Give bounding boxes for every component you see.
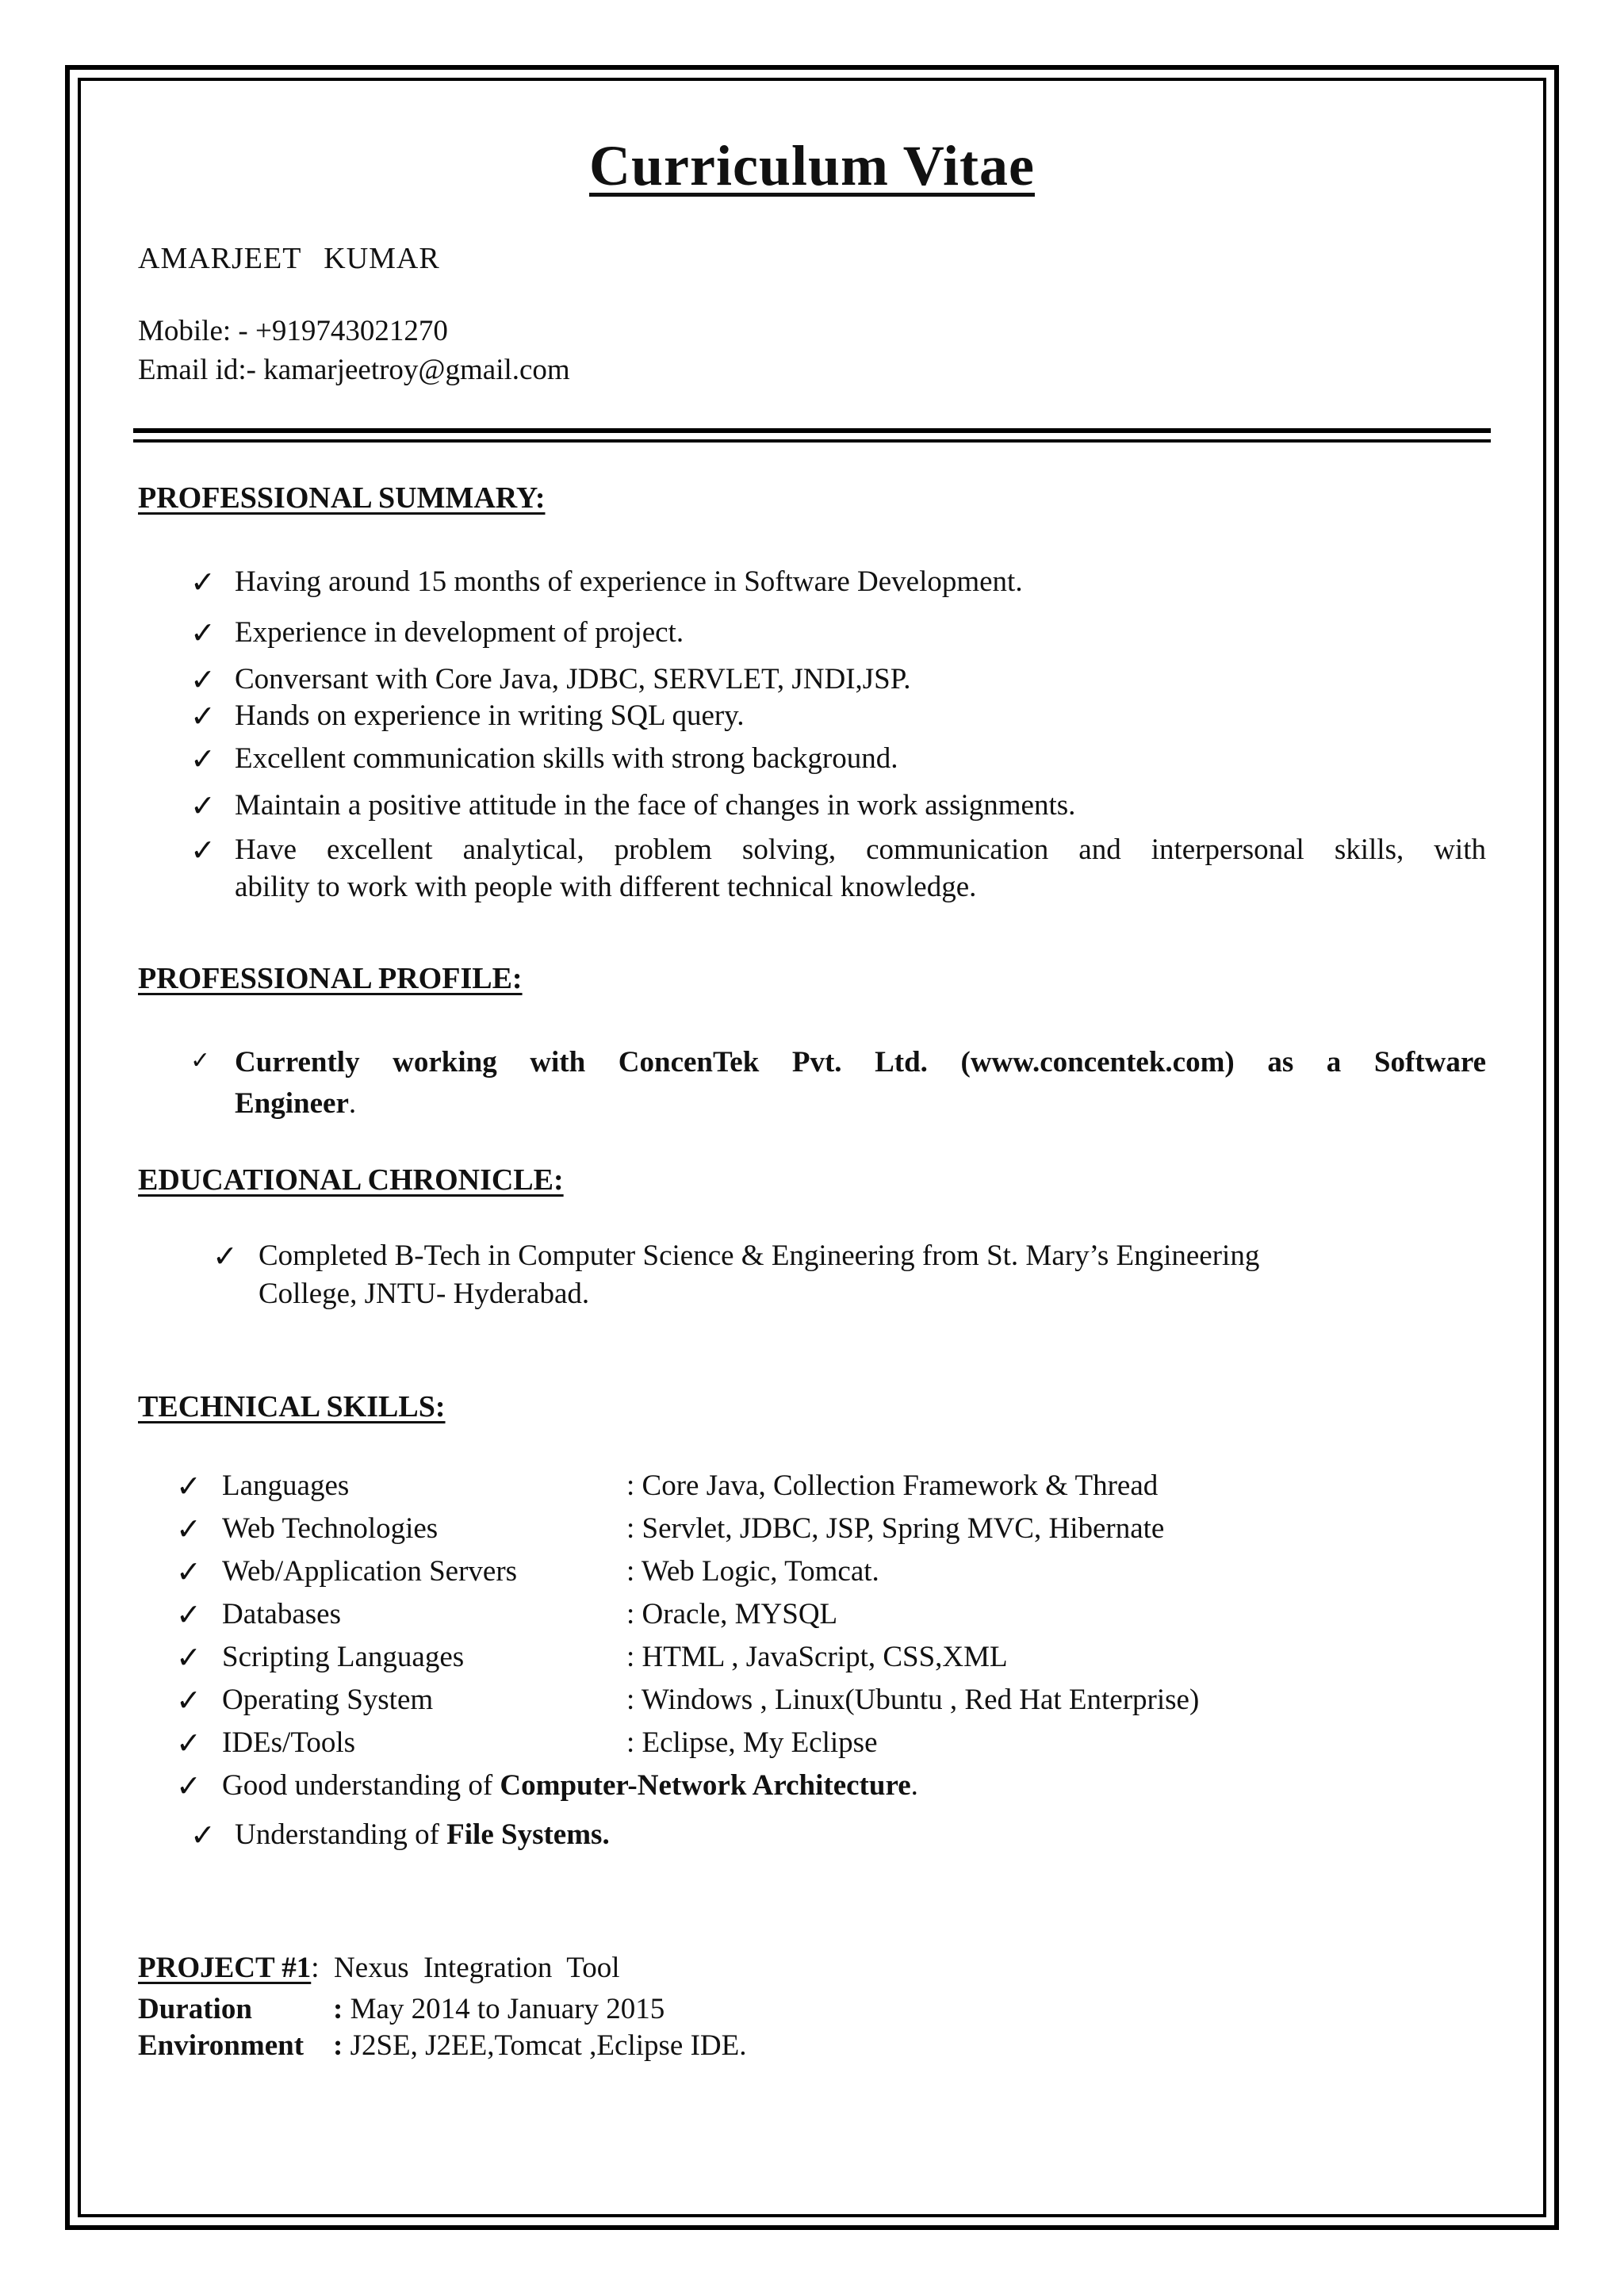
candidate-name: AMARJEET KUMAR xyxy=(138,242,440,275)
check-icon: ✓ xyxy=(190,743,216,776)
check-icon: ✓ xyxy=(190,566,216,600)
summary-item-continued: ability to work with people with different technical knowledge. xyxy=(235,871,977,903)
check-icon: ✓ xyxy=(190,1819,216,1852)
check-icon: ✓ xyxy=(213,1240,238,1274)
header-divider-thin xyxy=(133,439,1491,443)
check-icon: ✓ xyxy=(190,834,216,868)
duration-label: Duration xyxy=(138,1993,252,2025)
skill-filesystems-bold: File Systems. xyxy=(446,1818,610,1851)
skill-label: Databases xyxy=(222,1598,341,1630)
skill-label: Operating System xyxy=(222,1684,434,1716)
education-line: Completed B-Tech in Computer Science & Engineering from St. Mary’s Engineering xyxy=(259,1239,1260,1272)
check-icon: ✓ xyxy=(176,1513,201,1546)
summary-item: Having around 15 months of experience in Software Development. xyxy=(235,565,1023,598)
check-icon: ✓ xyxy=(176,1684,201,1718)
email-line: Email id:- kamarjeetroy@gmail.com xyxy=(138,354,570,386)
skill-label: Scripting Languages xyxy=(222,1641,465,1673)
skill-network-line: Good understanding of Computer-Network Architecture. xyxy=(222,1769,918,1802)
skill-value: : Oracle, MYSQL xyxy=(626,1598,838,1630)
skill-label: Web/Application Servers xyxy=(222,1555,518,1588)
check-icon: ✓ xyxy=(176,1556,201,1589)
skill-value: : Web Logic, Tomcat. xyxy=(626,1555,879,1588)
skill-network-bold: Computer-Network Architecture xyxy=(500,1769,911,1802)
summary-item: Have excellent analytical, problem solving, communication and interpersonal skills, with xyxy=(235,833,1486,866)
education-heading: EDUCATIONAL CHRONICLE: xyxy=(138,1163,564,1197)
skill-value: : Servlet, JDBC, JSP, Spring MVC, Hibernate xyxy=(626,1512,1165,1545)
profile-line: Currently working with ConcenTek Pvt. Ltd. (www.concentek.com) as a Software xyxy=(235,1046,1486,1079)
check-icon: ✓ xyxy=(176,1770,201,1803)
check-icon: ✓ xyxy=(176,1642,201,1675)
check-icon: ✓ xyxy=(190,1048,211,1074)
education-line-continued: College, JNTU- Hyderabad. xyxy=(259,1278,590,1310)
summary-item: Excellent communication skills with strong background. xyxy=(235,742,898,775)
environment-value: J2SE, J2EE,Tomcat ,Eclipse IDE. xyxy=(350,2029,747,2062)
check-icon: ✓ xyxy=(190,664,216,697)
summary-item: Conversant with Core Java, JDBC, SERVLET, JNDI,JSP. xyxy=(235,663,911,695)
profile-role-period: . xyxy=(348,1087,357,1120)
project-title-line: PROJECT #1: Nexus Integration Tool xyxy=(138,1952,620,1984)
profile-heading: PROFESSIONAL PROFILE: xyxy=(138,962,523,995)
skill-value: : Eclipse, My Eclipse xyxy=(626,1726,878,1759)
skills-heading: TECHNICAL SKILLS: xyxy=(138,1390,446,1423)
skill-filesystems-line: Understanding of File Systems. xyxy=(235,1818,610,1851)
mobile-line: Mobile: - +919743021270 xyxy=(138,315,448,347)
skill-value: : Core Java, Collection Framework & Thread xyxy=(626,1469,1159,1502)
check-icon: ✓ xyxy=(176,1470,201,1504)
project-name: Nexus Integration Tool xyxy=(319,1952,620,1984)
skill-value: : Windows , Linux(Ubuntu , Red Hat Enterprise) xyxy=(626,1684,1200,1716)
summary-item: Maintain a positive attitude in the face of changes in work assignments. xyxy=(235,789,1076,822)
page-title: Curriculum Vitae xyxy=(589,134,1035,197)
environment-label: Environment xyxy=(138,2029,304,2062)
skill-label: Web Technologies xyxy=(222,1512,439,1545)
summary-item: Experience in development of project. xyxy=(235,616,684,649)
summary-heading: PROFESSIONAL SUMMARY: xyxy=(138,481,546,515)
check-icon: ✓ xyxy=(190,700,216,734)
skill-label: IDEs/Tools xyxy=(222,1726,356,1759)
project-heading: PROJECT #1 xyxy=(138,1952,312,1984)
skill-value: : HTML , JavaScript, CSS,XML xyxy=(626,1641,1008,1673)
duration-value: May 2014 to January 2015 xyxy=(350,1993,665,2025)
summary-item: Hands on experience in writing SQL query. xyxy=(235,699,745,732)
check-icon: ✓ xyxy=(190,790,216,823)
profile-role: Engineer xyxy=(235,1087,349,1120)
check-icon: ✓ xyxy=(190,617,216,650)
skill-label: Languages xyxy=(222,1469,350,1502)
header-divider xyxy=(133,428,1491,433)
page-border-inner xyxy=(78,78,1546,2217)
check-icon: ✓ xyxy=(176,1599,201,1632)
check-icon: ✓ xyxy=(176,1727,201,1761)
